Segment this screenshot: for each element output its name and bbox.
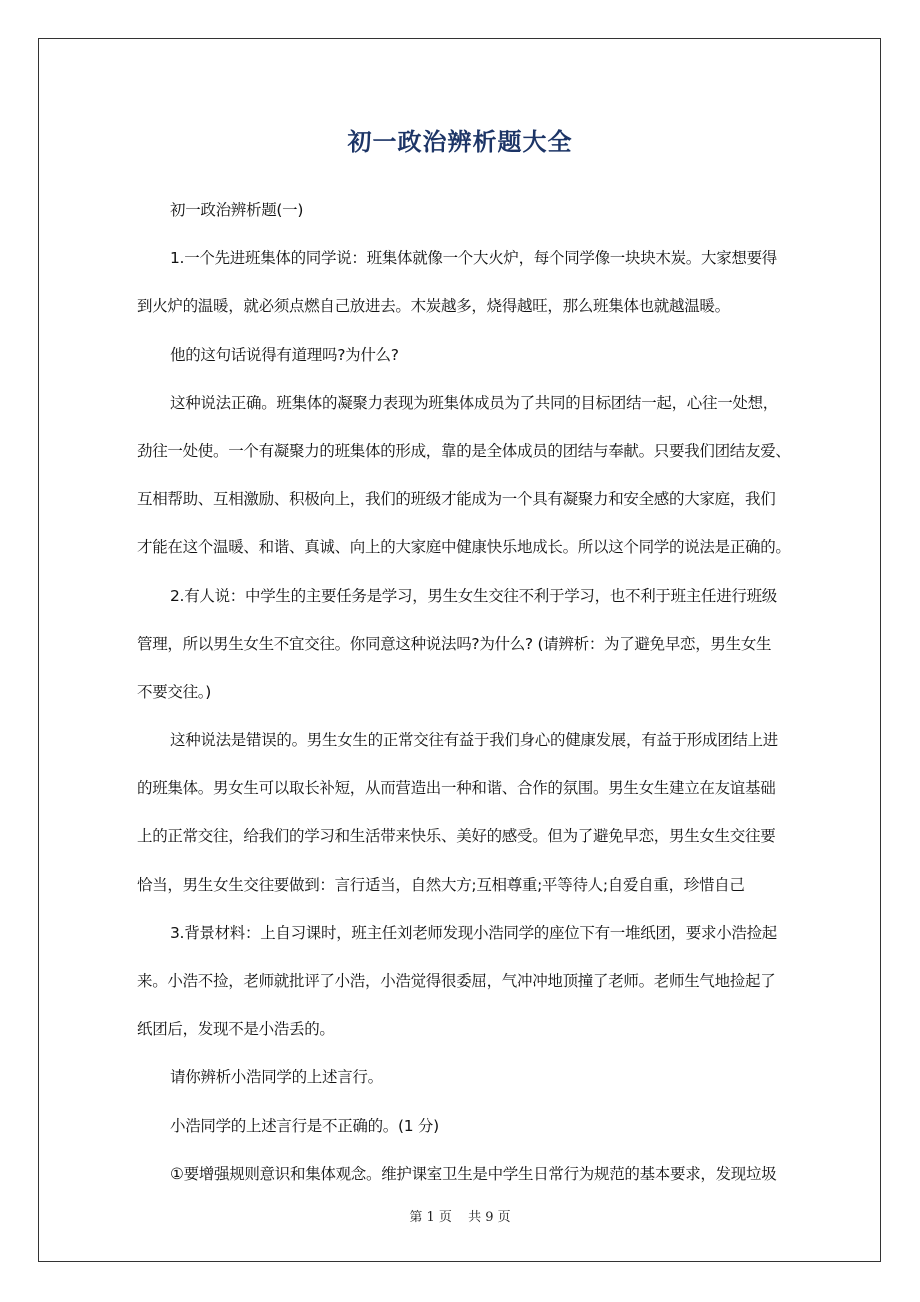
text-line: 劲往一处使。一个有凝聚力的班集体的形成，靠的是全体成员的团结与奉献。只要我们团结友爱、 (137, 441, 791, 460)
paragraph (137, 1063, 783, 1111)
text-line: 到火炉的温暖，就必须点燃自己放进去。木炭越多，烧得越旺，那么班集体也就越温暖。 (137, 297, 730, 316)
paragraph (137, 582, 783, 727)
paragraph (137, 389, 791, 582)
paragraph (137, 1160, 783, 1208)
paragraph (137, 196, 783, 244)
paragraph (137, 341, 783, 389)
page-number: 第 1 页 (409, 1210, 452, 1225)
text-line: 1.一个先进班集体的同学说：班集体就像一个大火炉，每个同学像一块块木炭。大家想要得 (170, 249, 777, 268)
document-title: 初一政治辨析题大全 (347, 128, 573, 156)
page-footer (0, 1206, 920, 1225)
text-line: 上的正常交往，给我们的学习和生活带来快乐、美好的感受。但为了避免早恋，男生女生交往要 (137, 827, 776, 846)
text-line: 管理，所以男生女生不宜交往。你同意这种说法吗?为什么? (请辨析：为了避免早恋，男生女生 (137, 634, 772, 653)
paragraph (137, 726, 783, 919)
paragraph (137, 919, 783, 1064)
text-line: 2.有人说：中学生的主要任务是学习，男生女生交往不利于学习，也不利于班主任进行班级 (170, 586, 777, 605)
text-line: 纸团后，发现不是小浩丢的。 (137, 1020, 335, 1039)
text-line: 不要交往。) (137, 682, 211, 701)
text-line: 才能在这个温暖、和谐、真诚、向上的大家庭中健康快乐地成长。所以这个同学的说法是正确的。 (137, 538, 791, 557)
text-line: 他的这句话说得有道理吗?为什么? (170, 345, 399, 364)
text-line: 互相帮助、互相激励、积极向上，我们的班级才能成为一个具有凝聚力和安全感的大家庭，我们 (137, 490, 776, 509)
text-line: 这种说法是错误的。男生女生的正常交往有益于我们身心的健康发展，有益于形成团结上进 (170, 731, 779, 750)
text-line: 小浩同学的上述言行是不正确的。(1 分) (170, 1116, 439, 1135)
text-line: 3.背景材料：上自习课时，班主任刘老师发现小浩同学的座位下有一堆纸团，要求小浩捡起 (170, 923, 777, 942)
page-total: 共 9 页 (468, 1210, 511, 1225)
document-body (137, 196, 791, 1208)
text-line: 请你辨析小浩同学的上述言行。 (170, 1068, 383, 1087)
paragraph (137, 1112, 783, 1160)
text-line: 的班集体。男女生可以取长补短，从而营造出一种和谐、合作的氛围。男生女生建立在友谊基础 (137, 779, 776, 798)
text-line: 初一政治辨析题(一) (170, 201, 304, 219)
text-line: ①要增强规则意识和集体观念。维护课室卫生是中学生日常行为规范的基本要求，发现垃圾 (170, 1164, 777, 1183)
text-line: 恰当，男生女生交往要做到：言行适当，自然大方;互相尊重;平等待人;自爱自重，珍惜自己 (137, 875, 745, 894)
text-line: 这种说法正确。班集体的凝聚力表现为班集体成员为了共同的目标团结一起，心往一处想， (170, 393, 779, 412)
text-line: 来。小浩不捡，老师就批评了小浩，小浩觉得很委屈，气冲冲地顶撞了老师。老师生气地捡起了 (137, 972, 776, 990)
paragraph (137, 244, 783, 340)
